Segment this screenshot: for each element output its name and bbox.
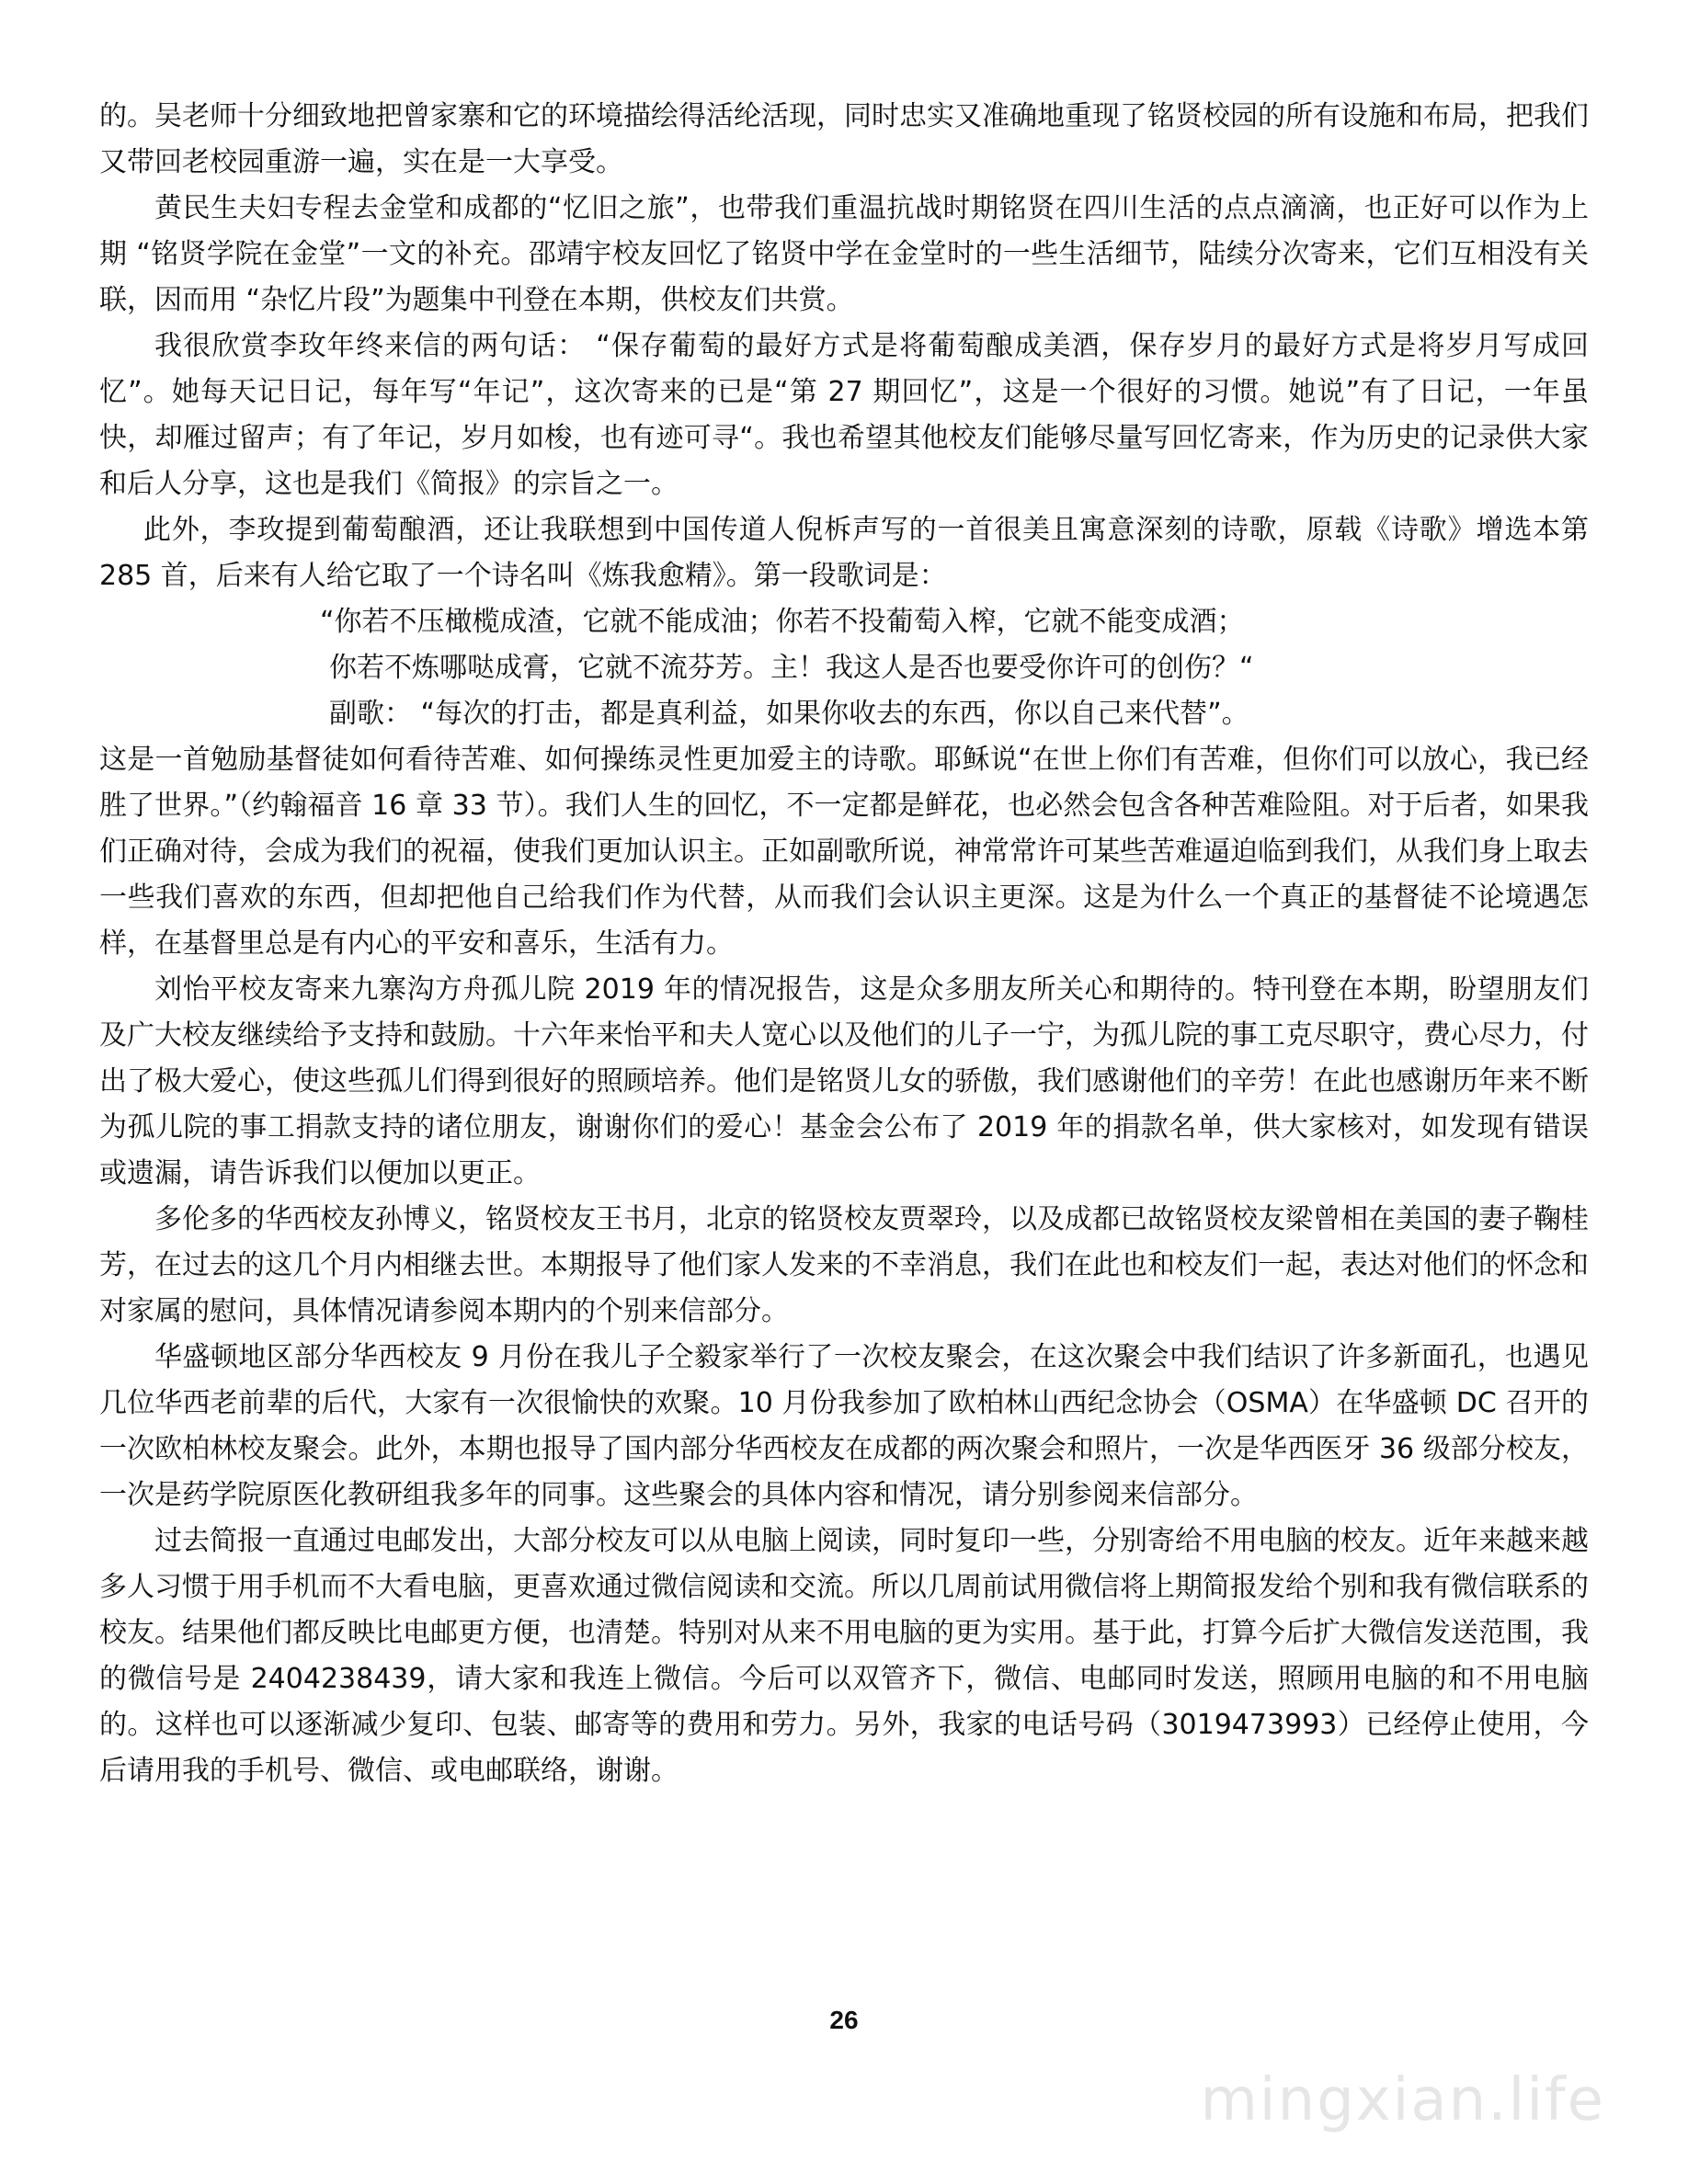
- paragraph-nostalgia-trip: 黄民生夫妇专程去金堂和成都的“忆旧之旅”，也带我们重温抗战时期铭贤在四川生活的点点滴滴，也正好可以作为上期 “铭贤学院在金堂”一文的补充。邵靖宇校友回忆了铭贤中学在金堂时的一些生活细节，陆续分次寄来，它们互相没有关联，因而用 “杂忆片段”为题集中刊登在本期，供校友们共赏。: [99, 192, 1589, 316]
- paragraph-hymn-meaning: 这是一首勉励基督徒如何看待苦难、如何操练灵性更加爱主的诗歌。耶稣说“在世上你们有苦难，但你们可以放心，我已经胜了世界。”（约翰福音 16 章 33 节）。我们人生的回忆，不一定都是鲜花，也必然会包含各种苦难险阻。对于后者，如果我们正确对待，会成为我们的祝福，使我们更加认识主。正如副歌所说，神常常许可某些苦难逼迫临到我们，从我们身上取去一些我们喜欢的东西，但却把他自己给我们作为代替，从而我们会认识主更深。这是为什么一个真正的基督徒不论境遇怎样，在基督里总是有内心的平安和喜乐，生活有力。: [99, 744, 1589, 960]
- hymn-verse: [99, 599, 1589, 737]
- paragraph-memories-wine: 我很欣赏李玫年终来信的两句话： “保存葡萄的最好方式是将葡萄酿成美酒，保存岁月的最好方式是将岁月写成回忆”。她每天记日记，每年写“年记”，这次寄来的已是“第 27 期回忆”，这是一个很好的习惯。她说”有了日记，一年虽快，却雁过留声；有了年记，岁月如梭，也有迹可寻“。我也希望其他校友们能够尽量写回忆寄来，作为历史的记录供大家和后人分享，这也是我们《简报》的宗旨之一。: [99, 330, 1589, 500]
- paragraph-obituaries: 多伦多的华西校友孙博义，铭贤校友王书月，北京的铭贤校友贾翠玲，以及成都已故铭贤校友梁曾相在美国的妻子鞠桂芳，在过去的这几个月内相继去世。本期报导了他们家人发来的不幸消息，我们在此也和校友们一起，表达对他们的怀念和对家属的慰问，具体情况请参阅本期内的个别来信部分。: [99, 1203, 1589, 1327]
- paragraph-campus-review: 的。吴老师十分细致地把曾家寨和它的环境描绘得活纶活现，同时忠实又准确地重现了铭贤校园的所有设施和布局，把我们又带回老校园重游一遍，实在是一大享受。: [99, 100, 1589, 178]
- verse-line: “你若不压橄榄成渣，它就不能成油；你若不投葡萄入榨，它就不能变成酒；: [320, 606, 1245, 638]
- paragraph-gatherings: 华盛顿地区部分华西校友 9 月份在我儿子仝毅家举行了一次校友聚会，在这次聚会中我们结识了许多新面孔，也遇见几位华西老前辈的后代，大家有一次很愉快的欢聚。10 月份我参加了欧柏林山西纪念协会（OSMA）在华盛顿 DC 召开的一次欧柏林校友聚会。此外，本期也报导了国内部分华西校友在成都的两次聚会和照片，一次是华西医牙 36 级部分校友，一次是药学院原医化教研组我多年的同事。这些聚会的具体内容和情况，请分别参阅来信部分。: [99, 1341, 1589, 1511]
- paragraph-orphanage: 刘怡平校友寄来九寨沟方舟孤儿院 2019 年的情况报告，这是众多朋友所关心和期待的。特刊登在本期，盼望朋友们及广大校友继续给予支持和鼓励。十六年来怡平和夫人宽心以及他们的儿子一宁，为孤儿院的事工克尽职守，费心尽力，付出了极大爱心，使这些孤儿们得到很好的照顾培养。他们是铭贤儿女的骄傲，我们感谢他们的辛劳！在此也感谢历年来不断为孤儿院的事工捐款支持的诸位朋友，谢谢你们的爱心！基金会公布了 2019 年的捐款名单，供大家核对，如发现有错误或遗漏，请告诉我们以便加以更正。: [99, 973, 1589, 1189]
- verse-line: 你若不炼哪哒成膏，它就不流芬芳。主！我这人是否也要受你许可的创伤？“: [329, 652, 1254, 684]
- paragraph-wechat-notice: 过去简报一直通过电邮发出，大部分校友可以从电脑上阅读，同时复印一些，分别寄给不用电脑的校友。近年来越来越多人习惯于用手机而不大看电脑，更喜欢通过微信阅读和交流。所以几周前试用微信将上期简报发给个别和我有微信联系的校友。结果他们都反映比电邮更方便，也清楚。特别对从来不用电脑的更为实用。基于此，打算今后扩大微信发送范围，我的微信号是 2404238439，请大家和我连上微信。今后可以双管齐下，微信、电邮同时发送，照顾用电脑的和不用电脑的。这样也可以逐渐减少复印、包装、邮寄等的费用和劳力。另外，我家的电话号码（3019473993）已经停止使用，今后请用我的手机号、微信、或电邮联络，谢谢。: [99, 1525, 1589, 1787]
- page-number: 26: [829, 2006, 859, 2034]
- paragraph-hymn-intro: 此外，李玫提到葡萄酿酒，还让我联想到中国传道人倪柝声写的一首很美且寓意深刻的诗歌，原载《诗歌》增选本第 285 首，后来有人给它取了一个诗名叫《炼我愈精》。第一段歌词是：: [99, 514, 1589, 592]
- document-body: [99, 94, 1589, 1794]
- watermark: mingxian.life: [1200, 2066, 1605, 2134]
- verse-line: 副歌： “每次的打击，都是真利益，如果你收去的东西，你以自己来代替”。: [329, 698, 1249, 730]
